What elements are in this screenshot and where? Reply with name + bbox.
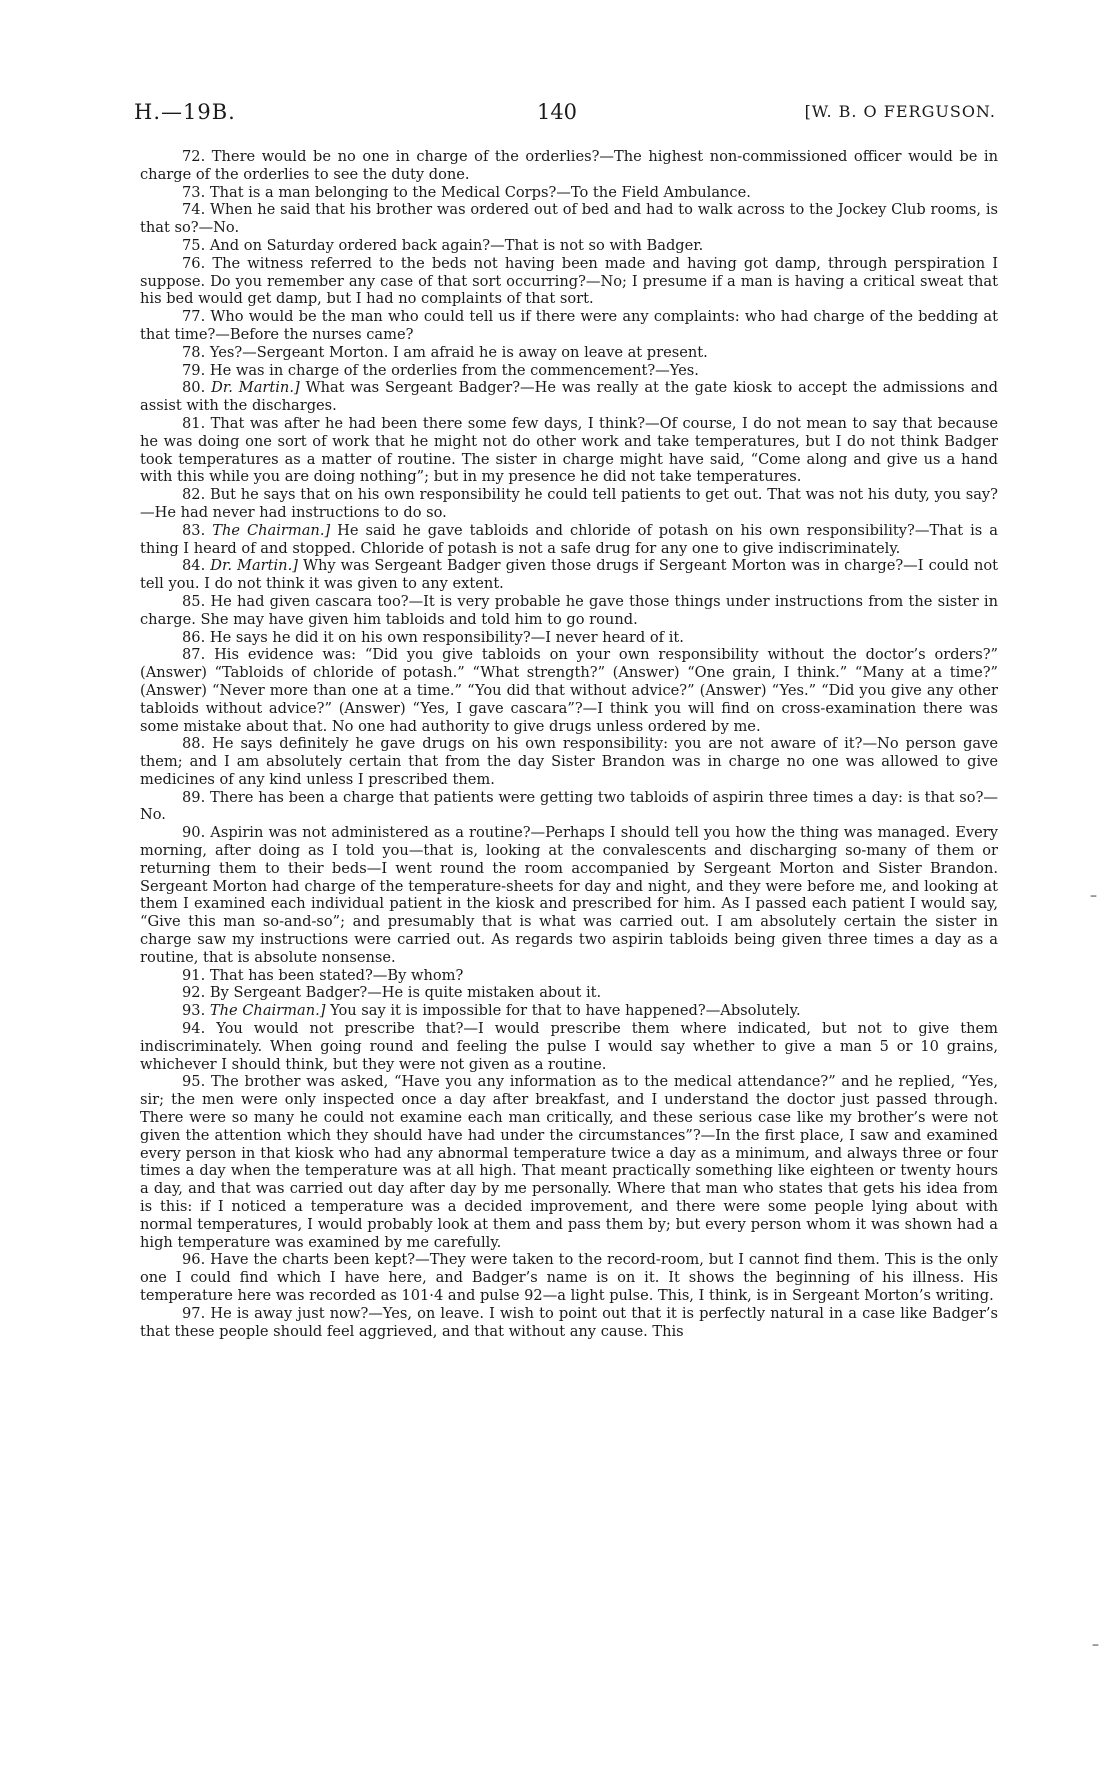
paragraph-text: That has been stated?—By whom?: [209, 966, 464, 984]
paragraph-80: [140, 379, 998, 415]
question-number: 76.: [182, 254, 206, 272]
page-header: [0, 100, 1114, 130]
margin-tick-mark: –: [1092, 1637, 1099, 1653]
question-number: 96.: [182, 1251, 206, 1269]
paragraph-text: What was Sergeant Badger?—He was really at the gate kiosk to accept the admissions and assist with the discharges.: [140, 379, 999, 415]
paragraph-text: Who would be the man who could tell us if there were any complaints: who had charge of the bedding at that time?—Before the nurses came?: [140, 308, 998, 343]
paragraph-text: He was in charge of the orderlies from the commencement?—Yes.: [209, 361, 699, 379]
paragraph-76: [140, 255, 998, 308]
question-number: 75.: [182, 236, 206, 254]
paragraph-text: And on Saturday ordered back again?—That is not so with Badger.: [209, 236, 704, 254]
paragraph-78: [140, 344, 998, 362]
question-number: 74.: [182, 201, 206, 219]
witness-name: [W. B. O FERGUSON.: [804, 102, 996, 121]
paragraph-83: [140, 522, 998, 558]
question-number: 73.: [182, 183, 206, 201]
margin-tick-mark: –: [1090, 888, 1097, 904]
question-number: 84.: [182, 557, 206, 575]
paragraph-79: [140, 362, 998, 380]
document-reference: H.—19B.: [134, 100, 236, 124]
question-number: 79.: [182, 361, 206, 379]
question-number: 85.: [182, 592, 206, 610]
paragraph-text: The witness referred to the beds not having been made and having got damp, through perspiration I suppose. Do you remember any case of that sort occurring?—No; I presume if a man is having a critical sweat that his bed would get damp, but I had no complaints of that sort.: [140, 254, 999, 308]
paragraph-95: [140, 1073, 998, 1251]
paragraph-92: [140, 984, 998, 1002]
question-number: 87.: [182, 646, 206, 664]
page-body: [140, 148, 998, 1340]
paragraph-text: Yes?—Sergeant Morton. I am afraid he is away on leave at present.: [209, 343, 708, 361]
paragraph-86: [140, 629, 998, 647]
question-number: 82.: [182, 486, 206, 504]
paragraph-text: You say it is impossible for that to have happened?—Absolutely.: [330, 1002, 801, 1020]
paragraph-text: He says he did it on his own responsibility?—I never heard of it.: [209, 628, 684, 646]
paragraph-91: [140, 967, 998, 985]
paragraph-text: You would not prescribe that?—I would prescribe them where indicated, but not to give them indiscriminately. When going round and feeling the pulse I would say whether to give a man 5 or 10 grains, whichever I should think, but they were not given as a routine.: [140, 1020, 999, 1073]
question-number: 78.: [182, 343, 206, 361]
paragraph-77: [140, 308, 998, 344]
paragraph-text: Why was Sergeant Badger given those drugs if Sergeant Morton was in charge?—I could not tell you. I do not think it was given to any extent.: [140, 557, 999, 593]
paragraph-97: [140, 1305, 998, 1341]
question-number: 89.: [182, 788, 206, 806]
question-number: 88.: [182, 735, 206, 753]
paragraph-87: [140, 646, 998, 735]
question-number: 80.: [182, 379, 206, 397]
paragraph-72: [140, 148, 998, 184]
paragraph-85: [140, 593, 998, 629]
paragraph-text: That is a man belonging to the Medical Corps?—To the Field Ambulance.: [209, 183, 751, 201]
question-number: 90.: [182, 824, 206, 842]
paragraph-90: [140, 824, 998, 966]
question-number: 72.: [182, 148, 206, 165]
paragraph-94: [140, 1020, 998, 1073]
paragraph-text: There would be no one in charge of the orderlies?—The highest non-commissioned officer would be in charge of the orderlies to see the duty done.: [140, 148, 998, 183]
question-number: 86.: [182, 628, 206, 646]
speaker: Dr. Martin.]: [210, 557, 298, 575]
question-number: 93.: [182, 1002, 206, 1020]
question-number: 83.: [182, 521, 206, 539]
paragraph-93: [140, 1002, 998, 1020]
paragraph-82: [140, 486, 998, 522]
paragraph-text: When he said that his brother was ordered out of bed and had to walk across to the Jockey Club rooms, is that so?—No.: [140, 201, 999, 237]
paragraph-text: Aspirin was not administered as a routine?—Perhaps I should tell you how the thing was managed. Every morning, after doing as I told you—that is, looking at the convalescents and discharging so-many of them or returning them to their beds—I went round the room accompanied by Sergeant Morton and Sister Brandon. Sergeant Morton had charge of the temperature-sheets for day and night, and they were before me, and looking at them I examined each individual patient in the kiosk and prescribed for him. As I passed each patient I would say, “Give this man so-and-so”; and presumably that is what was carried out. I am absolutely certain the sister in charge saw my instructions were carried out. As regards two aspirin tabloids being given three times a day as a routine, that is absolute nonsense.: [140, 824, 998, 966]
paragraph-text: But he says that on his own responsibility he could tell patients to get out. That was not his duty, you say?—He had never had instructions to do so.: [140, 486, 998, 521]
paragraph-88: [140, 735, 998, 788]
speaker: The Chairman.]: [209, 1002, 326, 1020]
question-number: 94.: [182, 1020, 206, 1038]
speaker: The Chairman.]: [212, 521, 331, 539]
question-number: 97.: [182, 1304, 206, 1322]
paragraph-73: [140, 184, 998, 202]
question-number: 77.: [182, 308, 206, 326]
paragraph-89: [140, 789, 998, 825]
paragraph-81: [140, 415, 998, 486]
paragraph-text: The brother was asked, “Have you any information as to the medical attendance?” and he replied, “Yes, sir; the men were only inspected once a day after breakfast, and I understand the doctor just passed through. There were so many he could not examine each man critically, and these serious case like my brother’s were not given the attention which they should have had under the circumstances”?—In the first place, I saw and examined every person in that kiosk who had any abnormal temperature twice a day as a minimum, and always three or four times a day when the temperature was at all high. That meant practically something like eighteen or twenty hours a day, and that was carried out day after day by me personally. Where that man who states that gets his idea from is this: if I noticed a temperature was a decided improvement, and there were some people lying about with normal temperatures, I would probably look at them and pass them by; but every person whom it was shown had a high temperature was examined by me carefully.: [140, 1073, 998, 1251]
paragraph-96: [140, 1251, 998, 1304]
paragraph-74: [140, 201, 998, 237]
paragraph-text: There has been a charge that patients were getting two tabloids of aspirin three times a day: is that so?—No.: [140, 788, 998, 824]
page-number: 140: [536, 100, 578, 124]
paragraph-text: That was after he had been there some few days, I think?—Of course, I do not mean to say that because he was doing one sort of work that he might not do other work and take temperatures, but I do not think Badger took temperatures as a matter of routine. The sister in charge might have said, “Come along and give us a hand with this while you are doing nothing”; but in my presence he did not take temperatures.: [140, 414, 998, 486]
paragraph-text: He had given cascara too?—It is very probable he gave those things under instructions from the sister in charge. She may have given him tabloids and told him to go round.: [140, 592, 998, 628]
paragraph-text: By Sergeant Badger?—He is quite mistaken about it.: [209, 984, 602, 1002]
question-number: 95.: [182, 1073, 206, 1091]
paragraph-75: [140, 237, 998, 255]
paragraph-text: He is away just now?—Yes, on leave. I wish to point out that it is perfectly natural in a case like Badger’s that these people should feel aggrieved, and that without any cause. This: [140, 1304, 998, 1340]
paragraph-84: [140, 557, 998, 593]
speaker: Dr. Martin.]: [211, 379, 300, 397]
question-number: 81.: [182, 414, 206, 432]
paragraph-text: Have the charts been kept?—They were taken to the record-room, but I cannot find them. This is the only one I could find which I have here, and Badger’s name is on it. It shows the beginning of his illness. His temperature here was recorded as 101·4 and pulse 92—a light pulse. This, I think, is in Sergeant Morton’s writing.: [140, 1251, 998, 1304]
paragraph-text: He said he gave tabloids and chloride of potash on his own responsibility?—That is a thing I heard of and stopped. Chloride of potash is not a safe drug for any one to give indiscriminately.: [140, 521, 998, 557]
question-number: 92.: [182, 984, 206, 1002]
paragraph-text: His evidence was: “Did you give tabloids on your own responsibility without the doctor’s orders?” (Answer) “Tabloids of chloride of potash.” “What strength?” (Answer) “One grain, I think.” “Many at a time?” (Answer) “Never more than one at a time.” “You did that without advice?” (Answer) “Yes.” “Did you give any other tabloids without advice?” (Answer) “Yes, I gave cascara”?—I think you will find on cross-examination there was some mistake about that. No one had authority to give drugs unless ordered by me.: [140, 646, 998, 735]
question-number: 91.: [182, 966, 206, 984]
paragraph-text: He says definitely he gave drugs on his own responsibility: you are not aware of it?—No person gave them; and I am absolutely certain that from the day Sister Brandon was in charge no one was allowed to give medicines of any kind unless I prescribed them.: [140, 735, 999, 788]
